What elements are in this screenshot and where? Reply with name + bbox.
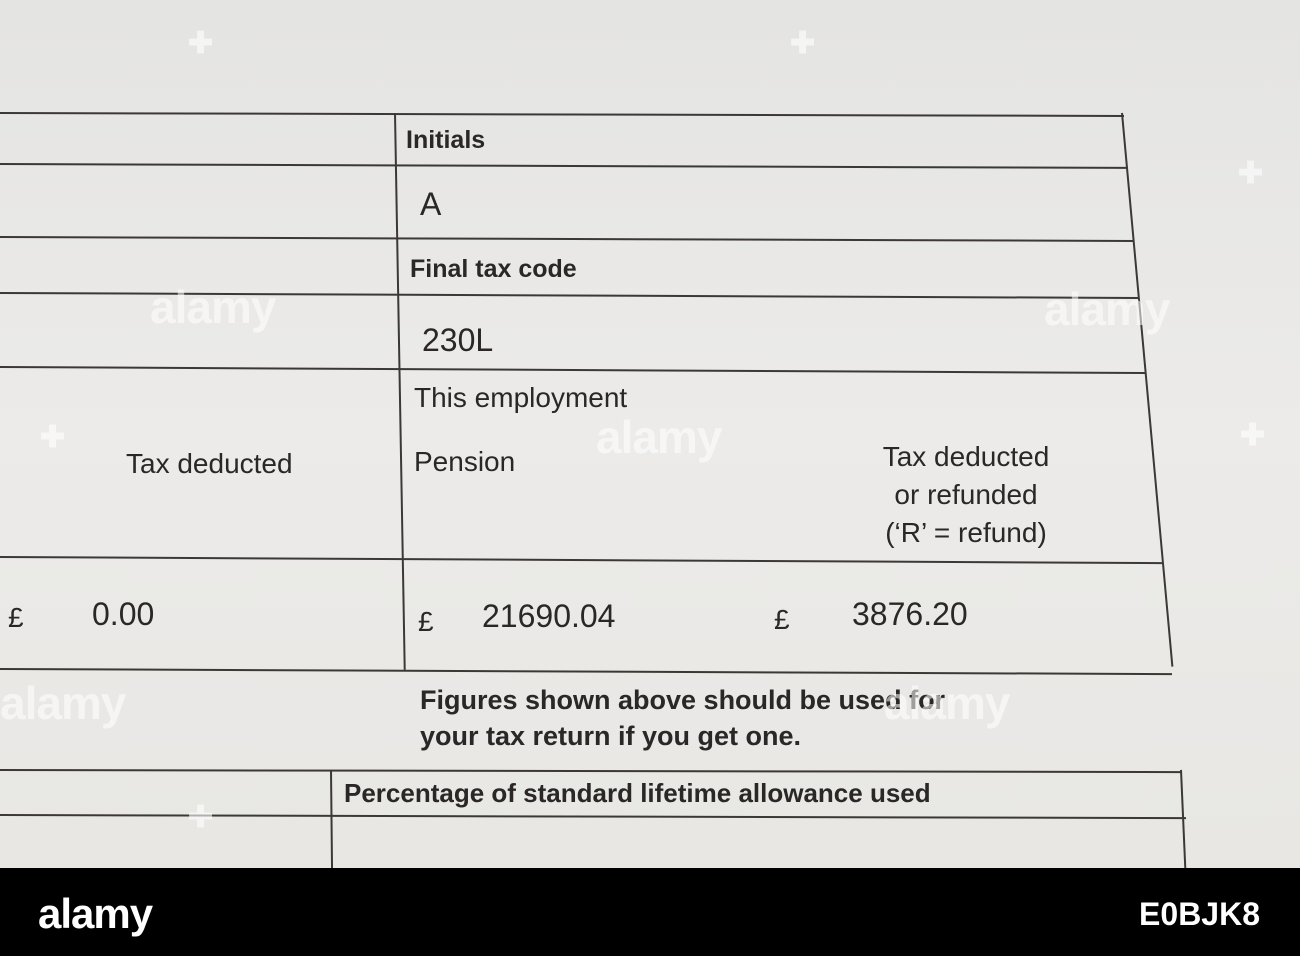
watermark-plus-icon: ✚ <box>40 421 66 454</box>
previous-tax-deducted-value: 0.00 <box>92 596 155 632</box>
tax-deducted-value: 3876.20 <box>852 596 968 632</box>
previous-currency-symbol: £ <box>8 602 24 633</box>
watermark-plus-icon: ✚ <box>188 27 214 60</box>
rule-lower-top <box>0 769 1182 773</box>
tax-code-label: Final tax code <box>410 255 577 283</box>
watermark-plus-icon: ✚ <box>1238 157 1264 190</box>
tax-return-note-line-2: your tax return if you get one. <box>420 721 802 751</box>
watermark-brand: alamy <box>1044 283 1170 335</box>
watermark-brand: alamy <box>596 411 722 463</box>
pension-value: 21690.04 <box>482 598 616 634</box>
tax-return-note <box>420 682 945 754</box>
rule-right <box>1121 113 1173 667</box>
footer-brand-logo: alamy <box>38 890 153 937</box>
watermark-brand: alamy <box>150 281 276 333</box>
rule-initials-bottom <box>0 163 1128 169</box>
initials-label: Initials <box>406 126 486 154</box>
this-employment-heading: This employment <box>414 382 628 413</box>
initials-value: A <box>420 186 442 222</box>
tax-label-line-3: (‘R’ = refund) <box>885 517 1047 548</box>
tax-label-line-1: Tax deducted <box>882 441 1050 472</box>
lifetime-allowance-label: Percentage of standard lifetime allowance used <box>344 778 931 808</box>
rule-headers-bottom <box>0 556 1162 564</box>
rule-taxcode-value-bottom <box>0 366 1146 374</box>
previous-tax-deducted-label: Tax deducted <box>126 448 293 479</box>
tax-code-value: 230L <box>422 322 494 358</box>
tax-label-line-2: or refunded <box>894 479 1038 510</box>
rule-values-bottom <box>0 668 1172 675</box>
pension-currency-symbol: £ <box>418 606 434 637</box>
footer-image-code: E0BJK8 <box>1139 896 1260 932</box>
stock-watermark-footer <box>0 868 1300 956</box>
rule-middle <box>394 113 406 670</box>
pension-label: Pension <box>414 446 516 477</box>
watermark-plus-icon: ✚ <box>790 27 816 60</box>
rule-initials-value-bottom <box>0 236 1134 242</box>
tax-currency-symbol: £ <box>774 604 790 635</box>
tax-deducted-refunded-label <box>850 438 1082 552</box>
watermark-brand: alamy <box>884 677 1010 729</box>
rule-lower-mid <box>0 814 1186 819</box>
tax-return-note-line-1: Figures shown above should be used for <box>420 685 946 715</box>
rule-lower-middle <box>330 770 333 868</box>
rule-top <box>0 112 1124 117</box>
watermark-brand: alamy <box>0 677 126 729</box>
watermark-plus-icon: ✚ <box>1240 419 1266 452</box>
watermark-plus-icon: ✚ <box>188 801 214 834</box>
